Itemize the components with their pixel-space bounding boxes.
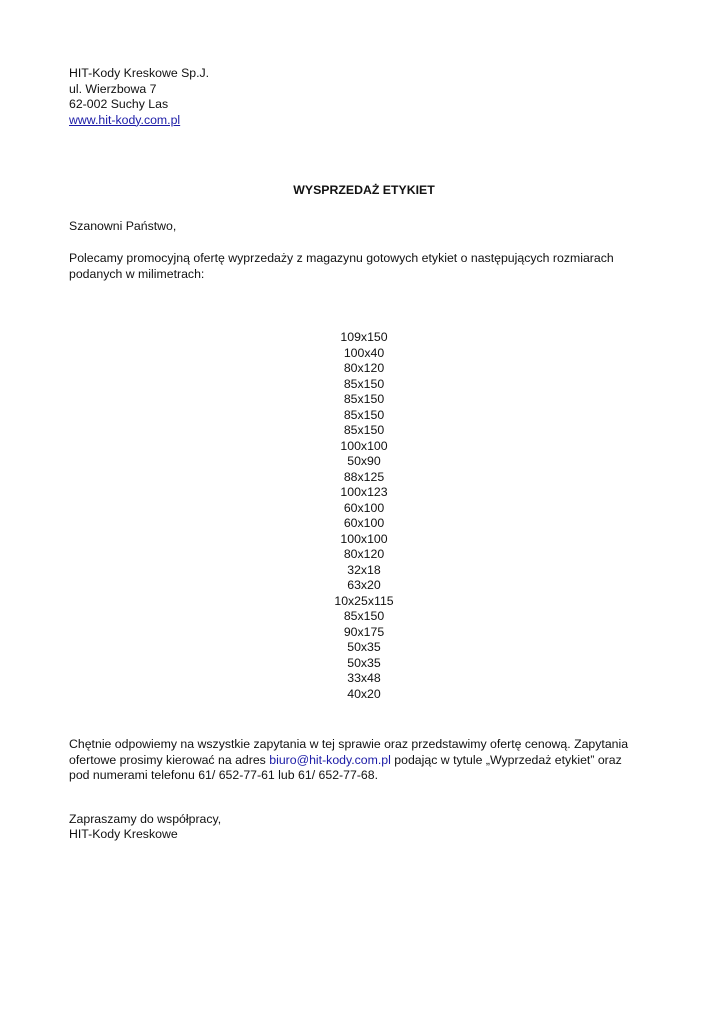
size-item: 10x25x115 (334, 593, 394, 608)
size-item: 100x100 (340, 531, 388, 546)
size-item: 50x90 (347, 454, 381, 468)
size-item: 85x150 (343, 392, 385, 406)
sender-street: ul. Wierzbowa 7 (69, 81, 157, 96)
contact-text-after: podając w tytule „Wyprzedaż etykiet” oraz pod numerami telefonu 61/ 652-77-61 lub 61/ 652-77-68. (69, 752, 622, 782)
website-link[interactable]: www.hit-kody.com.pl (69, 112, 181, 127)
size-item: 85x150 (343, 376, 385, 391)
greeting: Szanowni Państwo, (69, 218, 177, 233)
sender-company: HIT-Kody Kreskowe Sp.J. (69, 66, 210, 80)
size-item: 32x18 (347, 562, 381, 577)
closing-signature: HIT-Kody Kreskowe (69, 827, 178, 841)
sender-address (69, 66, 659, 128)
size-item: 50x35 (347, 640, 381, 654)
intro-paragraph: Polecamy promocyjną ofertę wyprzedaży z magazynu gotowych etykiet o następujących rozmiarach podanych w milimetrach: (69, 251, 614, 281)
size-item: 100x123 (340, 485, 388, 499)
size-item: 100x100 (340, 438, 388, 453)
contact-paragraph (69, 737, 634, 784)
size-item: 85x150 (343, 423, 385, 437)
contact-text-before: Chętnie odpowiemy na wszystkie zapytania w tej sprawie oraz przedstawimy ofertę cenową. Zapytania ofertowe prosimy kierować na adres (69, 737, 629, 767)
size-item: 88x125 (343, 469, 385, 484)
size-item: 109x150 (340, 330, 388, 344)
size-item: 90x175 (343, 624, 385, 639)
size-item: 63x20 (347, 578, 381, 592)
letter-title: WYSPRZEDAŻ ETYKIET (293, 183, 435, 197)
size-item: 85x150 (343, 407, 385, 422)
size-item: 80x120 (343, 361, 385, 375)
email-link[interactable]: biuro@hit-kody.com.pl (269, 752, 391, 767)
closing-line-1: Zapraszamy do współpracy, (69, 811, 222, 826)
size-item: 50x35 (347, 655, 381, 670)
size-item: 100x40 (343, 345, 385, 360)
sizes-list (69, 330, 659, 702)
size-item: 33x48 (347, 671, 381, 685)
size-item: 85x150 (343, 609, 385, 623)
size-item: 80x120 (343, 547, 385, 561)
size-item: 40x20 (347, 686, 381, 701)
sender-city: 62-002 Suchy Las (69, 97, 169, 111)
letter-page (69, 66, 659, 843)
closing (69, 812, 659, 843)
size-item: 60x100 (343, 500, 385, 515)
size-item: 60x100 (343, 516, 385, 530)
